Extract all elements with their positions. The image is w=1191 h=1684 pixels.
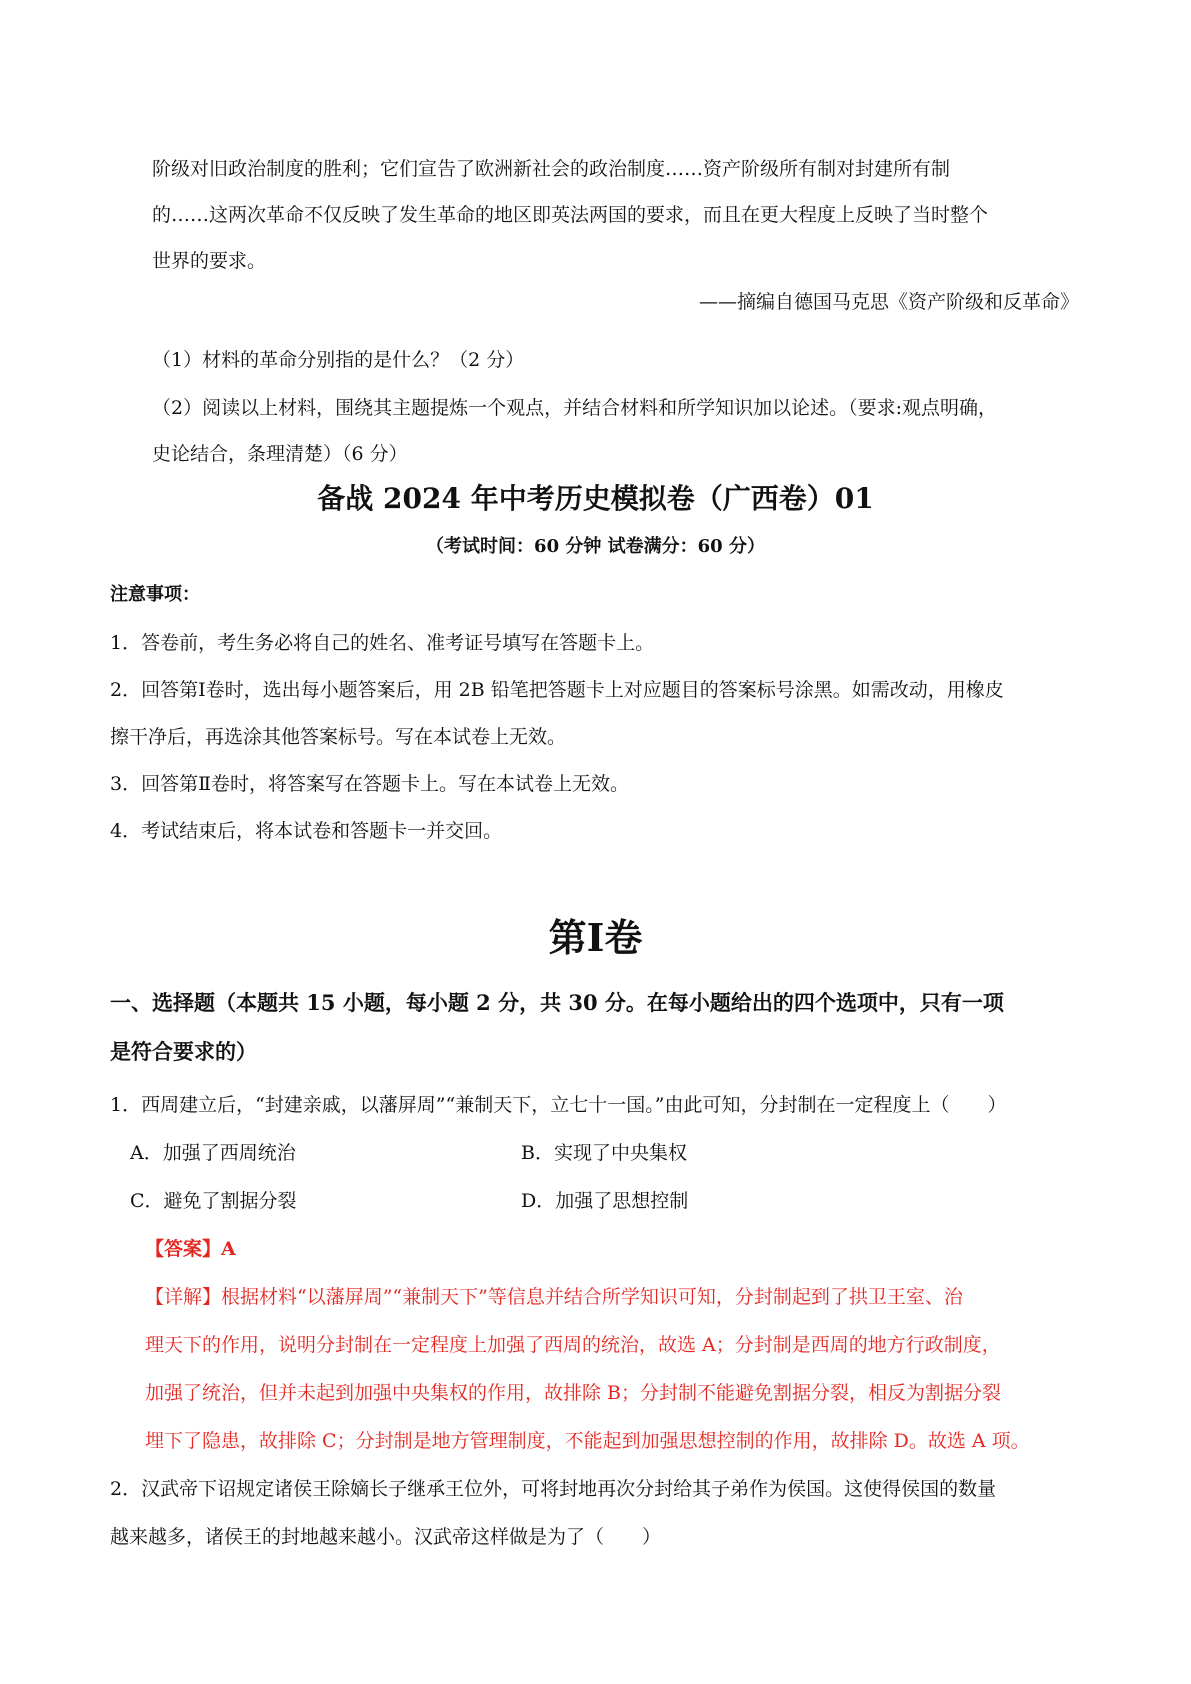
question-1-explanation: 理天下的作用，说明分封制在一定程度上加强了西周的统治，故选 A；分封制是西周的地方行政制度，: [145, 1334, 1001, 1356]
notice-item: 1．答卷前，考生务必将自己的姓名、准考证号填写在答题卡上。: [110, 632, 655, 654]
sub-question-2: （2）阅读以上材料，围绕其主题提炼一个观点，并结合材料和所学知识加以论述。（要求:观点明确，: [152, 397, 997, 419]
material-line: 世界的要求。: [152, 250, 267, 272]
notice-item-continued: 擦干净后，再选涂其他答案标号。写在本试卷上无效。: [110, 726, 567, 748]
notice-item: 2．回答第Ⅰ卷时，选出每小题答案后，用 2B 铅笔把答题卡上对应题目的答案标号涂黑。如需改动，用橡皮: [110, 679, 1004, 701]
exam-title: 备战 2024 年中考历史模拟卷（广西卷）01: [317, 482, 874, 515]
question-1-option-c: C．避免了割据分裂: [130, 1190, 297, 1212]
question-1-explanation: 加强了统治，但并未起到加强中央集权的作用，故排除 B；分封制不能避免割据分裂，相反为割据分裂: [145, 1382, 1002, 1404]
question-1-option-d: D．加强了思想控制: [521, 1190, 689, 1212]
question-1-explanation: 埋下了隐患，故排除 C；分封制是地方管理制度，不能起到加强思想控制的作用，故排除 D。故选 A 项。: [145, 1430, 1030, 1452]
material-line: 阶级对旧政治制度的胜利；它们宣告了欧洲新社会的政治制度……资产阶级所有制对封建所有制: [152, 158, 951, 180]
question-2-stem: 2．汉武帝下诏规定诸侯王除嫡长子继承王位外，可将封地再次分封给其子弟作为侯国。这使得侯国的数量: [110, 1478, 997, 1500]
sub-question-2-continued: 史论结合，条理清楚）（6 分）: [152, 443, 408, 465]
question-1-stem: 1．西周建立后，“封建亲戚，以藩屏周”“兼制天下，立七十一国。”由此可知，分封制在一定程度上（ ）: [110, 1094, 1007, 1116]
question-1-answer: 【答案】A: [145, 1238, 236, 1260]
section-heading: 一、选择题（本题共 15 小题，每小题 2 分，共 30 分。在每小题给出的四个选项中，只有一项: [110, 990, 1004, 1015]
notice-heading: 注意事项：: [110, 584, 200, 605]
sub-question-1: （1）材料的革命分别指的是什么？（2 分）: [152, 349, 525, 371]
exam-subtitle: （考试时间：60 分钟 试卷满分：60 分）: [426, 536, 765, 557]
material-line: 的……这两次革命不仅反映了发生革命的地区即英法两国的要求，而且在更大程度上反映了当时整个: [152, 204, 989, 226]
question-1-option-a: A．加强了西周统治: [130, 1142, 296, 1164]
question-1-option-b: B．实现了中央集权: [521, 1142, 687, 1164]
question-2-stem-continued: 越来越多，诸侯王的封地越来越小。汉武帝这样做是为了（ ）: [110, 1526, 662, 1548]
volume-title: 第Ⅰ卷: [548, 915, 643, 960]
section-heading-continued: 是符合要求的）: [110, 1039, 257, 1064]
notice-item: 3．回答第Ⅱ卷时，将答案写在答题卡上。写在本试卷上无效。: [110, 773, 630, 795]
material-source: ——摘编自德国马克思《资产阶级和反革命》: [698, 291, 1079, 313]
question-1-explanation: 【详解】根据材料“以藩屏周”“兼制天下”等信息并结合所学知识可知，分封制起到了拱卫王室、治: [145, 1286, 963, 1308]
notice-item: 4．考试结束后，将本试卷和答题卡一并交回。: [110, 820, 503, 842]
